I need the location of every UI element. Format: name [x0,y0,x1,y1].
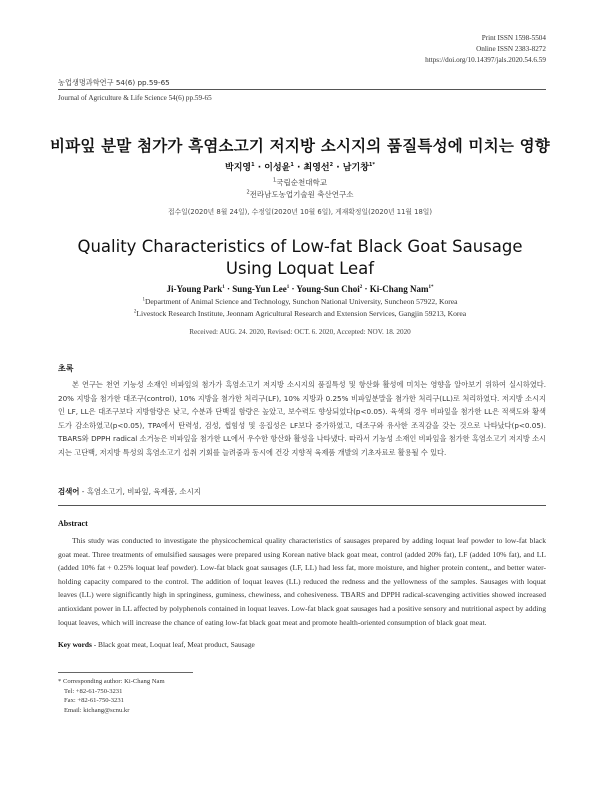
kr-author-2: · 이성윤 [257,163,291,173]
english-affiliation-2: $^2$Livestock Research Institute, Jeonnam Agricultural Research and Extension Services, Gangjin 59213, Korea [133,309,467,318]
kr-author-4: · 남기창 [336,163,369,173]
journal-en: Journal of Agriculture & Life Science 54(6) pp.59-65 [58,94,212,102]
kr-author-3: · 최영선 [296,163,330,173]
korean-title: 비파잎 분말 첨가가 흑염소고기 저지방 소시지의 품질특성에 미치는 영향 [50,137,550,155]
en-author-3: · Young-Sun Choi [289,284,360,294]
korean-abstract-heading: 초록 [58,364,74,373]
english-dates: Received: AUG. 24. 2020, Revised: OCT. 6. 2020, Accepted: NOV. 18. 2020 [189,328,411,336]
english-abstract-heading: Abstract [58,519,88,528]
section-rule [58,505,546,506]
kr-author-1: 박지영 [225,163,252,173]
author-fax: Fax: +82-61-750-3231 [64,697,124,705]
english-title: Quality Characteristics of Low-fat Black Goat Sausage Using Loquat Leaf [77,237,523,278]
english-keywords: Key words - Black goat meat, Loquat leaf, Meat product, Sausage [58,640,255,649]
print-issn: Print ISSN 1598-5504 [481,34,546,42]
corresponding-author: * Corresponding author: Ki-Chang Nam [58,678,165,685]
footnote-rule [58,672,193,673]
korean-authors: 박지영$^1$ · 이성윤$^1$ · 최영선$^2$ · 남기창$^{1*}$ [225,162,375,173]
korean-affiliation-2: $^2$전라남도농업기술원 축산연구소 [246,189,354,199]
english-abstract-text: This study was conducted to investigate the physicochemical quality characteristics of sausages prepared by adding loquat leaf powder to low-fat black goat meat. Three treatments of emulsified sausages were prepared using Korean native black goat meat, control (added 20% fat), LF (added 10% fat), and LL (added 10% fat + 0.25% loquat leaf powder). Low-fat black goat sausages (LF, LL) had less fat, more moisture, and higher protein content,, and better water-holding capacity compared to the control. The addition of loquat leaves (LL) reduced the redness and the yellowness of the samples. Sausages with loquat leaves (LL) were significantly high in springiness, guminess, chewiness, and cohesiveness. TBARS and DPPH radical-scavenging activities showed increased antioxidant power in LL affected by polyphenols contained in loquat leaves. Low-fat black goat sausages had a positive sensory and nutritional aspect by adding loquat leaves, which will increase the chance of eating low-fat black goat meat and promote health-oriented consumption of black goat meat. [58,536,546,627]
korean-abstract-text: 본 연구는 천연 기능성 소재인 비파잎의 첨가가 흑염소고기 저지방 소시지의 품질특성 및 항산화 활성에 미치는 영향을 알아보기 위하여 실시하였다. 20% 지방을 첨가한 대조구(control), 10% 지방을 첨가한 처리구(LF), 10% 지방과 0.25% 비파잎분말을 첨가한 처리구(LL)로 처리하였다. 저지방 소시지인 LF, LL은 대조구보다 지방함량은 낮고, 수분과 단백질 함량은 높았고, 보수력도 향상되었다(p<0.05). 육색의 경우 비파잎을 첨가한 LL은 적색도와 황색도가 감소하였고(p<0.05), TPA에서 탄력성, 검성, 씹힘성 및 응집성은 LF보다 증가하였고, 대조구와 유사한 조직감을 갖는 것으로 나타났다(p<0.05). TBARS와 DPPH radical 소거능은 비파잎을 첨가한 LL에서 우수한 항산화 활성을 나타냈다. 따라서 기능성 소재인 비파잎을 첨가한 흑염소고기 저지방 소시지는 고단백, 저지방 특성의 흑염소고기 섭취 기회를 늘려줌과 동시에 건강 지향적 육제품 개발의 기초자료로 활용될 수 있다. [58,380,546,457]
doi-link[interactable]: https://doi.org/10.14397/jals.2020.54.6.59 [425,56,546,64]
online-issn: Online ISSN 2383-8272 [476,45,546,53]
en-author-2: · Sung-Yun Lee [224,284,287,294]
korean-keywords: 검색어 - 흑염소고기, 비파잎, 육제품, 소시지 [58,487,201,496]
author-tel: Tel: +82-61-750-3231 [64,687,123,695]
issn-block [425,33,546,66]
header-rule [58,89,546,90]
english-affiliation-1: $^1$Department of Animal Science and Technology, Sunchon National University, Suncheon 57922, Korea [142,297,458,306]
en-author-4: · Ki-Chang Nam [362,284,429,294]
author-email[interactable]: Email: kichang@scnu.kr [64,706,130,714]
english-authors: Ji-Young Park$^1$ · Sung-Yun Lee$^1$ · Young-Sun Choi$^2$ · Ki-Chang Nam$^{1*}$ [166,284,434,294]
korean-affiliation-1: $^1$국립순천대학교 [273,177,327,187]
corresponding-author-footnote [58,677,165,715]
journal-kr: 농업생명과학연구 54(6) pp.59-65 [58,78,170,87]
en-author-1: Ji-Young Park [166,284,223,294]
korean-dates: 접수일(2020년 8월 24일), 수정일(2020년 10월 6일), 게재확정일(2020년 11월 18일) [168,208,432,216]
